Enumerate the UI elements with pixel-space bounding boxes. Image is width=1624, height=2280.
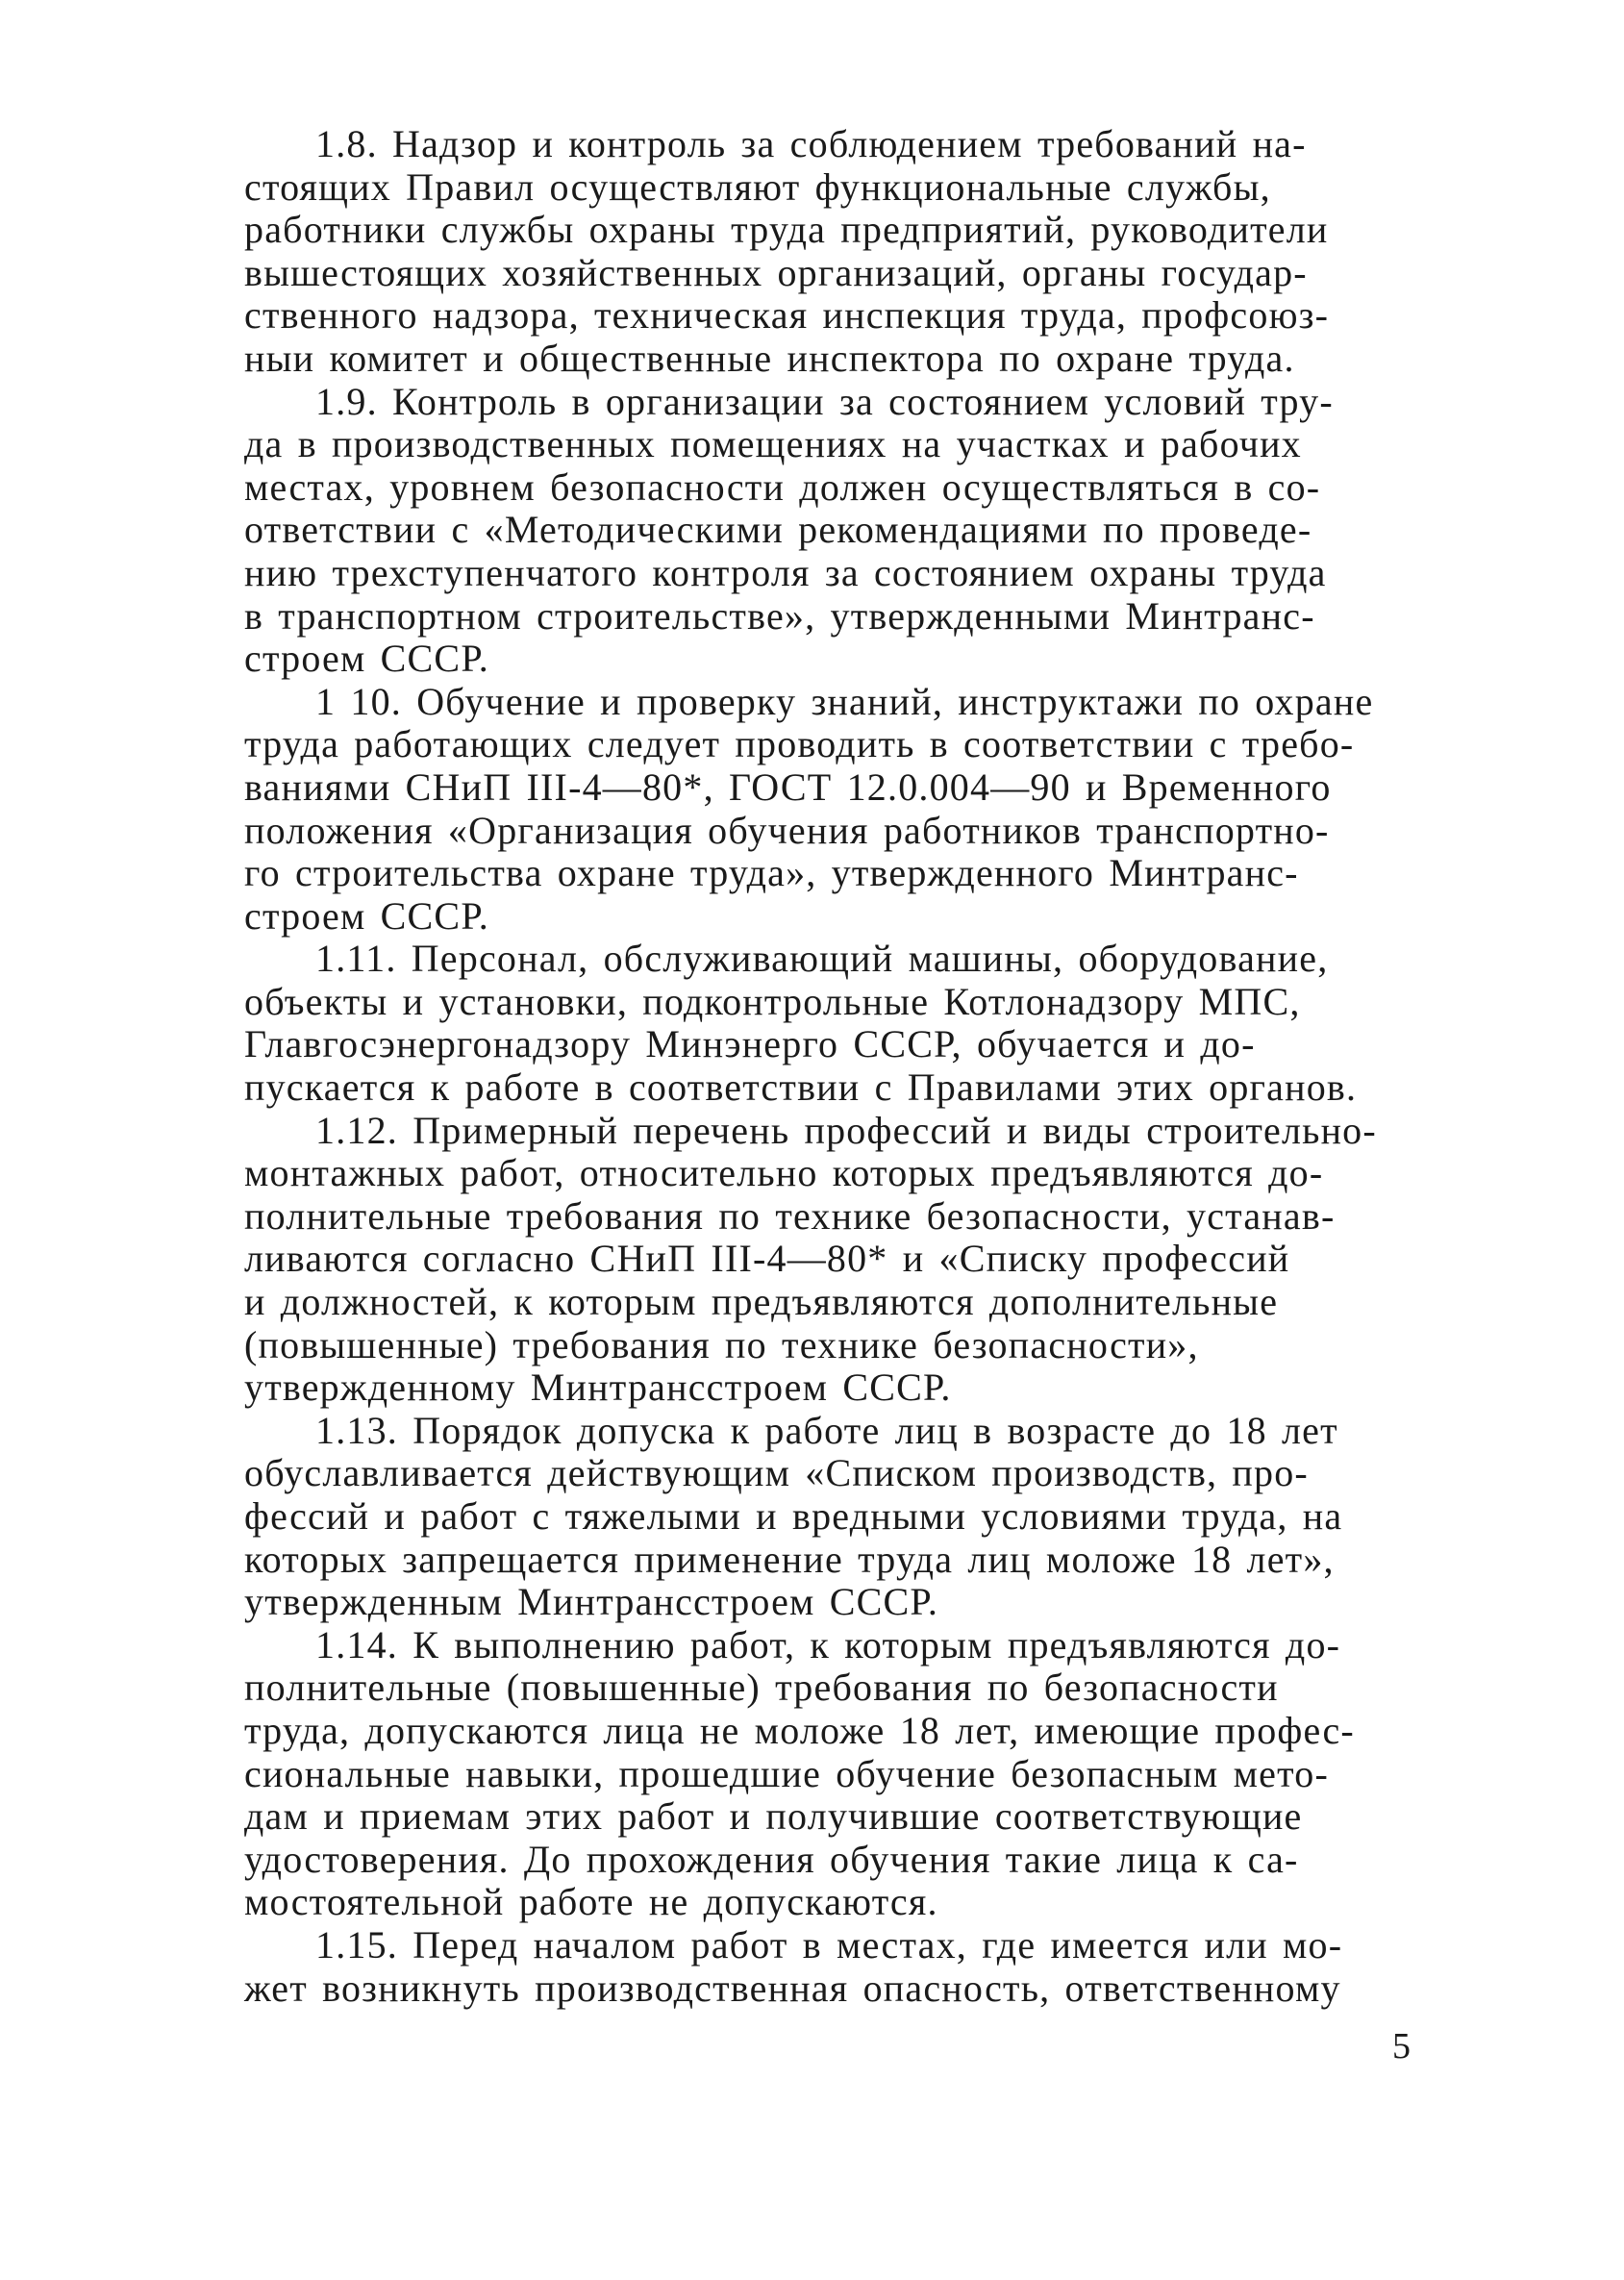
text-line: строем СССР. xyxy=(244,893,489,938)
text-line: полнительные требования по технике безопасности, устанав- xyxy=(244,1193,1336,1238)
text-line: работники службы охраны труда предприятий, руководители xyxy=(244,208,1329,252)
text-line: объекты и установки, подконтрольные Котлонадзору МПС, xyxy=(244,979,1301,1023)
paragraph-1-15 xyxy=(173,1924,1413,2010)
text-line: нию трехступенчатого контроля за состоянием охраны труда xyxy=(244,550,1327,594)
paragraph-1-9 xyxy=(173,381,1413,681)
text-line: мостоятельной работе не допускаются. xyxy=(244,1880,938,1924)
text-line: 1.9. Контроль в организации за состоянием условий тру- xyxy=(315,379,1334,423)
text-line: 1.11. Персонал, обслуживающий машины, оборудование, xyxy=(315,937,1329,981)
text-line: (повышенные) требования по технике безопасности», xyxy=(244,1322,1199,1366)
text-line: жет возникнуть производственная опасность, ответственному xyxy=(244,1966,1341,2010)
text-line: 1.8. Надзор и контроль за соблюдением требований на- xyxy=(315,122,1307,165)
document-page xyxy=(173,123,1413,2010)
text-line: строем СССР. xyxy=(244,637,489,681)
paragraph-1-8 xyxy=(173,123,1413,381)
text-line: ныи комитет и общественные инспектора по охране труда. xyxy=(244,336,1295,380)
text-line: 1.13. Порядок допуска к работе лиц в возрасте до 18 лет xyxy=(315,1408,1338,1452)
text-line: утвержденным Минтрансстроем СССР. xyxy=(244,1580,939,1624)
text-line: труда работающих следует проводить в соответствии с требо- xyxy=(244,722,1355,766)
text-line: утвержденному Минтрансстроем СССР. xyxy=(244,1365,952,1410)
text-line: пускается к работе в соответствии с Правилами этих органов. xyxy=(244,1065,1358,1110)
text-line: обуславливается действующим «Списком производств, про- xyxy=(244,1451,1309,1495)
text-line: местах, уровнем безопасности должен осуществляться в со- xyxy=(244,464,1321,509)
text-line: ственного надзора, техническая инспекция труда, профсоюз- xyxy=(244,293,1330,338)
text-line: ответствии с «Методическими рекомендациями по проведе- xyxy=(244,508,1312,552)
text-line: которых запрещается применение труда лиц моложе 18 лет», xyxy=(244,1537,1335,1581)
text-line: удостоверения. До прохождения обучения такие лица к са- xyxy=(244,1837,1299,1881)
text-line: вышестоящих хозяйственных организаций, органы государ- xyxy=(244,250,1308,294)
text-line: 1 10. Обучение и проверку знаний, инструктажи по охране xyxy=(315,679,1374,723)
text-line: ваниями СНиП III-4—80*, ГОСТ 12.0.004—90 и Временного xyxy=(244,764,1332,809)
paragraph-1-11 xyxy=(173,938,1413,1109)
paragraph-1-14 xyxy=(173,1624,1413,1924)
text-line: Главгосэнергонадзору Минэнерго СССР, обучается и до- xyxy=(244,1022,1256,1066)
paragraph-1-13 xyxy=(173,1410,1413,1624)
text-line: го строительства охране труда», утвержденного Минтранс- xyxy=(244,851,1299,895)
text-line: положения «Организация обучения работников транспортно- xyxy=(244,808,1330,852)
page-number: 5 xyxy=(1392,2026,1411,2067)
text-line: стоящих Правил осуществляют функциональные службы, xyxy=(244,164,1271,209)
text-line: труда, допускаются лица не моложе 18 лет, имеющие профес- xyxy=(244,1708,1355,1752)
paragraph-1-10 xyxy=(173,681,1413,939)
text-line: 1.15. Перед началом работ в местах, где имеется или мо- xyxy=(315,1922,1343,1967)
text-line: 1.12. Примерный перечень профессий и виды строительно- xyxy=(315,1108,1377,1152)
text-line: фессий и работ с тяжелыми и вредными условиями труда, на xyxy=(244,1494,1343,1538)
paragraph-1-12 xyxy=(173,1110,1413,1410)
text-line: монтажных работ, относительно которых предъявляются до- xyxy=(244,1151,1324,1195)
text-line: сиональные навыки, прошедшие обучение безопасным мето- xyxy=(244,1751,1329,1795)
text-line: ливаются согласно СНиП III-4—80* и «Списку профессий xyxy=(244,1237,1290,1281)
text-line: полнительные (повышенные) требования по безопасности xyxy=(244,1666,1279,1710)
text-line: 1.14. К выполнению работ, к которым предъявляются до- xyxy=(315,1622,1341,1666)
text-line: дам и приемам этих работ и получившие соответствующие xyxy=(244,1794,1303,1839)
text-line: в транспортном строительстве», утвержденными Минтранс- xyxy=(244,593,1315,638)
text-line: и должностей, к которым предъявляются дополнительные xyxy=(244,1280,1279,1324)
text-line: да в производственных помещениях на участках и рабочих xyxy=(244,422,1302,466)
